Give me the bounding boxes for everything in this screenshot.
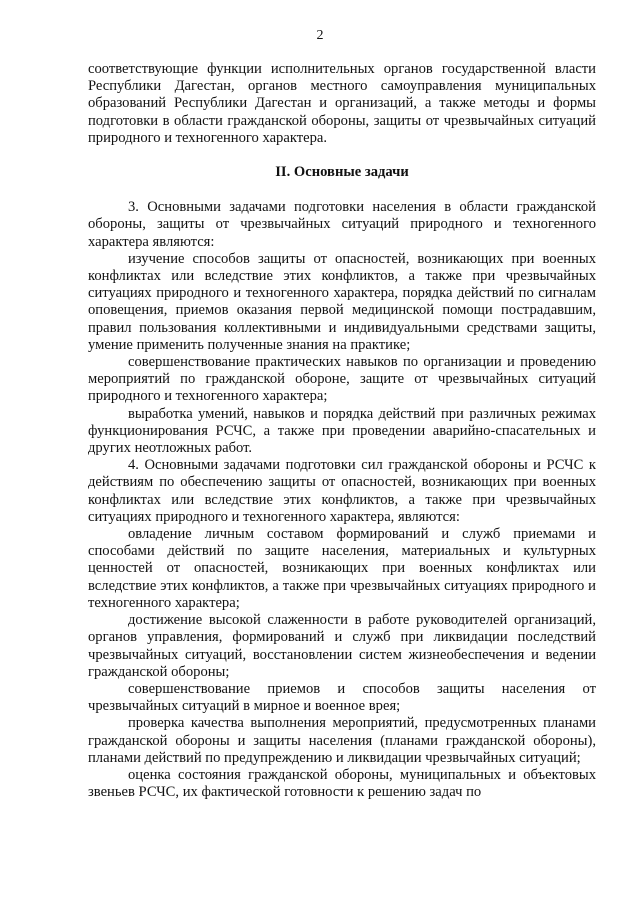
document-body: [88, 61, 596, 801]
paragraph-task-3: 3. Основными задачами подготовки населения в области гражданской обороны, защиты от чрезвычайных ситуаций природного и техногенного характера являются:: [88, 199, 596, 250]
paragraph-develop-abilities: выработка умений, навыков и порядка действий при различных режимах функционирования РСЧС, а также при проведении аварийно-спасательных и других неотложных работ.: [88, 405, 596, 457]
paragraph-improve-methods: совершенствование приемов и способов защиты населения от чрезвычайных ситуаций в мирное и военное врея;: [88, 680, 596, 715]
paragraph-study-protection: изучение способов защиты от опасностей, возникающих при военных конфликтах или вследствие этих конфликтов, а также при чрезвычайных ситуациях природного и техногенного характера, порядка действий по сигналам оповещения, приемов оказания первой медицинской помощи пострадавшим, правил пользования коллективными и индивидуальными средствами защиты, умение применить полученные знания на практике;: [88, 250, 596, 353]
paragraph-achieve-coordination: достижение высокой слаженности в работе руководителей организаций, органов управления, формирований и служб при ликвидации последствий чрезвычайных ситуаций, восстановлении систем жизнеобеспечения и ведении гражданской обороны;: [88, 612, 596, 680]
paragraph-assessment: оценка состояния гражданской обороны, муниципальных и объектовых звеньев РСЧС, их фактической готовности к решению задач по: [88, 766, 596, 801]
section-heading: II. Основные задачи: [275, 164, 409, 181]
paragraph-mastering-methods: овладение личным составом формирований и служб приемами и способами действий по защите населения, материальных и культурных ценностей от опасностей, возникающих при военных конфликтах или вследствие этих конфликтов, а также при чрезвычайных ситуациях природного и техногенного характера;: [88, 526, 596, 611]
paragraph-improve-skills: совершенствование практических навыков по организации и проведению мероприятий по гражданской обороне, защите от чрезвычайных ситуаций природного и техногенного характера;: [88, 354, 596, 405]
paragraph-quality-check: проверка качества выполнения мероприятий, предусмотренных планами гражданской обороны и защиты населения (планами гражданской обороны), планами действий по предупреждению и ликвидации чрезвычайных ситуаций;: [88, 715, 596, 766]
intro-paragraph: соответствующие функции исполнительных органов государственной власти Республики Дагестан, органов местного самоуправления муниципальных образований Республики Дагестан и организаций, а также методы и формы подготовки в области гражданской обороны, защиты от чрезвычайных ситуаций природного и техногенного характера.: [88, 61, 596, 146]
page-number: 2: [316, 28, 324, 43]
paragraph-task-4: 4. Основными задачами подготовки сил гражданской обороны и РСЧС к действиям по обеспечению защиты от опасностей, возникающих при военных конфликтах или вследствие этих конфликтов, а также при чрезвычайных ситуациях природного и техногенного характера, являются:: [88, 457, 596, 525]
